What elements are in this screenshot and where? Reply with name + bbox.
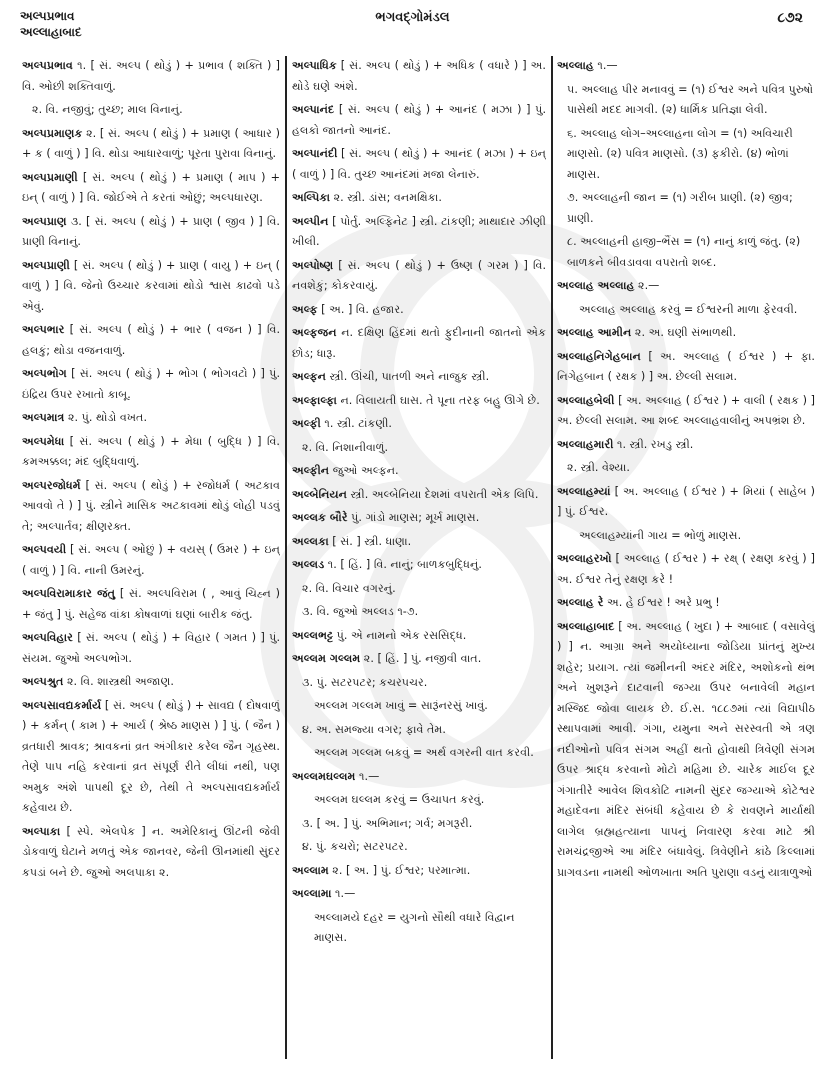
sub-sense: ૪. પું. કચરો; સટરપટર. bbox=[302, 840, 408, 853]
dictionary-entry bbox=[557, 617, 815, 884]
headword: અલ્ફન bbox=[292, 370, 326, 383]
definition: અ. હે ઈશ્વર ! અરે પ્રભુ ! bbox=[603, 596, 720, 609]
dictionary-entry bbox=[22, 212, 280, 253]
dictionary-entry bbox=[292, 461, 546, 482]
headword: અલ્લક બૌરે bbox=[292, 511, 348, 524]
headword: અલ્લાહરખો bbox=[557, 552, 612, 565]
definition: ૩. [ સં. અલ્પ ( થોડું ) + પ્રાણ ( જીવ ) ] વિ. પ્રાણી વિનાનું. bbox=[22, 214, 280, 248]
headword: અલ્લડ bbox=[292, 558, 325, 571]
dictionary-entry bbox=[22, 432, 280, 473]
headword: અલ્પાધિક bbox=[292, 59, 337, 72]
definition: ૧. સ્ત્રી. ટાંકણી. bbox=[320, 417, 392, 430]
dictionary-entry bbox=[22, 584, 280, 625]
definition: [ સં. અલ્પ ( થોડું ) + ભાર ( વજન ) ] વિ. હલકું; થોડા વજનવાળું. bbox=[22, 323, 280, 357]
headword: અલ્પવયી bbox=[22, 543, 67, 556]
headword: અલ્લાહબેલી bbox=[557, 393, 615, 407]
definition: [ પોર્તુ. અલ્ફિનેટ ] સ્ત્રી. ટાંકણી; માથાદાર ઝીણી ખીલી. bbox=[292, 214, 546, 248]
definition: [ અ. અલ્લાહ ( ખુદા ) + આબાદ ( વસાવેલું ) ] ન. આગ્રા અને અયોધ્યાના જોડિયા પ્રાંતનું મુખ્ય શહેર; પ્રયાગ. ત્યાં જમીનની અંદર મંદિર, અશોકનો થંભ અને ખુશરૂને દાટવાની જગ્યા ઉપર બનાવેલી મહાન મસ્જિદ જોવા લાયક છે. ઈ.સ. ૧૮૮૭માં ત્યાં વિદ્યાપીઠ સ્થાપવામાં આવી. ગંગા, યમુના અને સરસ્વતી એ ત્રણ નદીઓનો પવિત્ર સંગમ અહીં થતો હોવાથી ત્રિવેણી સંગમ ઉપર શ્રાદ્ધ કરવાનો મોટો મહિમા છે. ચારેક માઈલ દૂર ગંગાતીરે આવેલ શિવકોટિ નામની સુંદર જગ્યાએ કોટેશ્વર મહાદેવના મંદિર સંબંધી કહેવાય છે કે રાવણને માર્યાથી લાગેલ બ્રહ્મહત્યાના પાપનું નિવારણ કરવા માટે શ્રી રામચંદ્રજીએ આ મંદિર બંધાવેલું. ત્રિવેણીને કાંઠે કિલ્લામાં પ્રાગવડના નામથી ઓળખાતા અતિ પુરાણા વડનું યાત્રાળુઓ bbox=[557, 619, 815, 879]
column-divider bbox=[285, 56, 287, 1059]
headword: અલ્બેનિયન bbox=[292, 487, 347, 501]
headword: અલ્પવિરામાકાર જંતુ bbox=[22, 587, 116, 600]
guide-word-first: અલ્પપ્રભાવ bbox=[20, 9, 75, 23]
definition: [ સં. અલ્પ ( થોડું ) + આનંદ ( મઝા ) ] પું. હલકો જાતનો આનંદ. bbox=[292, 103, 546, 137]
sub-sense: ૩. વિ. જુઓ અલ્લડ ૧-૭. bbox=[302, 605, 419, 618]
headword: અલ્પવિહાર bbox=[22, 631, 73, 644]
definition: ૧.— bbox=[355, 769, 380, 783]
dictionary-entry bbox=[292, 649, 546, 670]
column-2 bbox=[292, 56, 546, 1073]
dictionary-entry bbox=[292, 414, 546, 435]
headword: અલ્લભટ્ટ bbox=[292, 628, 334, 642]
headword: અલ્પપ્રાણ bbox=[22, 214, 67, 228]
page-number: ૮૭૨ bbox=[777, 10, 803, 26]
definition: [ સં. અલ્પ ( થોડું ) + પ્રમાણ ( માપ ) + ઇન્ ( વાળું ) ] વિ. જોઈએ તે કરતાં ઓછું; અલ્પધારણ. bbox=[22, 170, 280, 204]
headword: અલ્પપ્રભાવ bbox=[22, 59, 73, 72]
definition: ન. વિલાયતી ઘાસ. તે પૂના તરફ બહુ ઊગે છે. bbox=[336, 393, 540, 407]
dictionary-entry bbox=[557, 347, 815, 388]
headword: અલ્ફીન bbox=[292, 464, 330, 477]
dictionary-entry bbox=[22, 124, 280, 165]
headword: અલ્લમ ગલ્લમ bbox=[292, 652, 361, 665]
page-title: ભગવદ્ગોમંડલ bbox=[375, 10, 450, 25]
definition: [ સં. અલ્પ ( ઓછું ) + વયસ્ ( ઉમર ) + ઇન્ ( વાળું ) ] વિ. નાની ઉમરનું. bbox=[22, 543, 280, 577]
headword: અલ્ફ bbox=[292, 302, 318, 316]
definition: [ અ. અલ્લાહ ( ઈશ્વર ) + વાલી ( રક્ષક ) ] અ. છેલ્લી સલામ. આ શબ્દ અલ્લાહવાલીનું અપભ્રંશ છે. bbox=[557, 393, 815, 427]
dictionary-entry bbox=[22, 256, 280, 318]
dictionary-entry bbox=[22, 628, 280, 669]
definition: ૧. [ હિં. ] વિ. નાનું; બાળકબુદ્ધિનું. bbox=[324, 558, 482, 571]
idiom-example: અલ્લાહ અલ્લાહ કરવું = ઈશ્વરની માળા ફેરવવી. bbox=[579, 302, 798, 316]
headword: અલ્પિકા bbox=[292, 191, 331, 204]
headword: અલ્પમેધા bbox=[22, 434, 65, 448]
headword: અલ્ફાલ્ફા bbox=[292, 393, 337, 407]
sub-sense: ૩. [ અ. ] પું. અભિમાન; ગર્વ; મગરૂરી. bbox=[302, 816, 473, 830]
definition: [ અલ્લાહ ( ઈશ્વર ) + રક્ષ્ ( રક્ષણ કરવું ) ] અ. ઈશ્વર તેનું રક્ષણ કરે ! bbox=[557, 552, 815, 586]
sub-sense: ૫. અલ્લાહ પીર મનાવવું = (૧) ઈશ્વર અને પવિત્ર પુરુષો પાસેથી મદદ માગવી. (૨) ધાર્મિક પ્રતિજ્ઞા લેવી. bbox=[567, 82, 814, 116]
definition: [ સ્પે. એલપેક ] ન. અમેરિકાનું ઊંટની જેવી ડોકવાળું ઘેટાને મળતું એક જાનવર, જેની ઊનમાંથી સુંદર કપડાં બને છે. જુઓ અલપાકા ૨. bbox=[22, 824, 280, 879]
dictionary-entry bbox=[292, 508, 546, 529]
sub-sense: ૨. વિ. નિશાનીવાળું. bbox=[302, 440, 389, 454]
dictionary-entry bbox=[22, 408, 280, 429]
dictionary-entry bbox=[557, 593, 815, 614]
dictionary-entry bbox=[292, 56, 546, 97]
definition: [ અ. ] વિ. હજાર. bbox=[317, 302, 404, 316]
definition: ૨. [ અ. ] પું. ઈશ્વર; પરમાત્મા. bbox=[328, 863, 471, 877]
dictionary-entry bbox=[557, 435, 815, 456]
sub-sense: ૮. અલ્લાહની હાજી–ભૈંસ = (૧) નાનું કાળું જંતુ. (૨) બાળકને બીવડાવવા વપરાતો શબ્દ. bbox=[567, 235, 801, 269]
dictionary-entry bbox=[292, 626, 546, 647]
definition: [ સં. ] સ્ત્રી. ધાણા. bbox=[328, 534, 412, 548]
definition: [ અ. અલ્લાહ ( ઈશ્વર ) + મિયાં ( સાહેબ ) ] પું. ઈશ્વર. bbox=[557, 484, 815, 518]
headword: અલ્પોષ્ણ bbox=[292, 258, 334, 272]
sub-sense: ૨. વિ. નજીવું; તુચ્છ; માલ વિનાનું. bbox=[32, 103, 183, 116]
headword: અલ્લાહમારી bbox=[557, 437, 614, 451]
idiom-example: અલ્લમ ઘલ્લમ કરવું = ઉચાપત કરવું. bbox=[314, 793, 485, 806]
headword: અલ્લાહ bbox=[557, 59, 594, 72]
dictionary-entry bbox=[22, 822, 280, 884]
definition: [ સં. અલ્પ ( થોડું ) + ભોગ ( ભોગવટો ) ] પું. ઇંદ્રિય ઉપર રખાતો કાબૂ. bbox=[22, 367, 280, 401]
definition: [ સં. અલ્પ ( થોડું ) + વિહાર ( ગમત ) ] પું. સંયમ. જુઓ અલ્પભોગ. bbox=[22, 631, 280, 665]
definition: ન. દક્ષિણ હિંદમાં થતો ફુદીનાની જાતનો એક છોડ; ધારૂ. bbox=[292, 326, 546, 360]
dictionary-entry bbox=[22, 476, 280, 538]
definition: ૨.— bbox=[634, 279, 660, 292]
dictionary-entry bbox=[22, 672, 280, 693]
headword: અલ્લમઘલ્લમ bbox=[292, 769, 356, 783]
sub-sense: ૨. સ્ત્રી. વેશ્યા. bbox=[567, 461, 630, 474]
definition: [ સં. અલ્પ ( થોડું ) + પ્રાણ ( વાયુ ) + ઇન્ ( વાળું ) ] વિ. જેનો ઉચ્ચાર કરવામાં થોડો શ્વાસ કાઢવો પડે એવું. bbox=[22, 258, 280, 313]
headword: અલ્પમાત્ર bbox=[22, 411, 65, 424]
headword: અલ્પપ્રમાણક bbox=[22, 126, 83, 140]
definition: ૨. અ. ઘણી સંભાળથી. bbox=[631, 326, 737, 339]
definition: જુઓ અલ્ફન. bbox=[329, 464, 399, 477]
headword: અલ્પાનંદી bbox=[292, 147, 338, 160]
dictionary-entry bbox=[292, 767, 546, 788]
headword: અલ્લાહાબાદ bbox=[557, 619, 615, 633]
headword: અલ્લાહ આમીન bbox=[557, 326, 632, 339]
headword: અલ્ફજન bbox=[292, 326, 337, 339]
dictionary-entry bbox=[22, 168, 280, 209]
dictionary-entry bbox=[292, 323, 546, 364]
dictionary-entry bbox=[292, 188, 546, 209]
headword: અલ્લાહમ્યાં bbox=[557, 484, 611, 498]
definition: ૨. સ્ત્રી. ડાંસ; વનમક્ષિકા. bbox=[330, 191, 442, 204]
column-3 bbox=[557, 56, 815, 1073]
headword: અલ્પાકા bbox=[22, 824, 61, 838]
dictionary-entry bbox=[557, 391, 815, 432]
dictionary-entry bbox=[557, 482, 815, 523]
sub-sense: ૬. અલ્લાહ લોગ–અલ્લાહના લોગ = (૧) અવિચારી માણસો. (૨) પવિત્ર માણસો. (૩) ફકીરો. (૪) ભોળાં માણસ. bbox=[567, 126, 793, 181]
dictionary-entry bbox=[292, 144, 546, 185]
headword: અલ્પશ્રુત bbox=[22, 675, 64, 688]
idiom-example: અલ્લામયે દહર = યુગનો સૌથી વધારે વિદ્વાન માણસ. bbox=[314, 910, 515, 944]
column-divider bbox=[551, 56, 553, 1059]
definition: પું. એ નામનો એક રસસિદ્ધ. bbox=[333, 628, 467, 642]
sub-sense: ૭. અલ્લાહની જાન = (૧) ગરીબ પ્રાણી. (૨) જીવ; પ્રાણી. bbox=[567, 191, 793, 225]
sub-sense: ૩. પું. સટરપટર; કચરપચર. bbox=[302, 675, 428, 689]
definition: ૨. [ હિં. ] પું. નજીવી વાત. bbox=[360, 652, 482, 665]
definition: ૨. વિ. શાસ્ત્રથી અજાણ. bbox=[63, 675, 174, 688]
dictionary-entry bbox=[292, 300, 546, 321]
definition: ૧.— bbox=[331, 887, 356, 900]
definition: [ સં. અલ્પ ( થોડું ) + ઉષ્ણ ( ગરમ ) ] વિ. નવશેકું; કોકરવાયું. bbox=[292, 258, 546, 292]
dictionary-entry bbox=[292, 555, 546, 576]
definition: સ્ત્રી. અલ્બેનિયા દેશમાં વપરાતી એક લિપિ. bbox=[346, 487, 539, 501]
idiom-example: અલ્લમ ગલ્લમ ખાવું = સારૂંનરસું ખાવું. bbox=[314, 699, 488, 712]
definition: [ સં. અલ્પ ( થોડું ) + રજોધર્મ ( અટકાવ આવવો તે ) ] પું. સ્ત્રીને માસિક અટકાવમાં થોડું લોહી પડવું તે; અલ્પાર્તવ; ક્ષીણરક્ત. bbox=[22, 478, 280, 533]
headword: અલ્પીન bbox=[292, 214, 329, 228]
dictionary-entry bbox=[22, 696, 280, 819]
definition: [ અ. અલ્લાહ ( ઈશ્વર ) + ફા. નિગેહબાન ( રક્ષક ) ] અ. છેલ્લી સલામ. bbox=[557, 349, 815, 383]
dictionary-entry bbox=[292, 367, 546, 388]
dictionary-entry bbox=[292, 100, 546, 141]
guide-word-last: અલ્લાહાબાદ bbox=[20, 25, 82, 39]
definition: સ્ત્રી. ઊંચી, પાતળી અને નાજુક સ્ત્રી. bbox=[325, 370, 490, 383]
definition: ૧. સ્ત્રી. રખડુ સ્ત્રી. bbox=[613, 437, 694, 451]
sub-sense: ૨. વિ. વિચાર વગરનું. bbox=[302, 581, 396, 595]
sub-sense: ૪. અ. સમજ્યા વગર; ફાવે તેમ. bbox=[302, 722, 446, 736]
dictionary-entry bbox=[557, 323, 815, 344]
headword: અલ્લાહનિગેહબાન bbox=[557, 349, 641, 363]
headword: અલ્લામા bbox=[292, 887, 332, 900]
dictionary-entry bbox=[292, 485, 546, 506]
idiom-example: અલ્લમ ગલ્લમ બકવું = અર્થ વગરની વાત કરવી. bbox=[314, 746, 534, 759]
dictionary-entry bbox=[292, 884, 546, 905]
headword: અલ્પભોગ bbox=[22, 367, 67, 380]
headword: અલ્પરજોધર્મ bbox=[22, 478, 81, 492]
headword: અલ્ફી bbox=[292, 417, 321, 430]
definition: ૨. [ સં. અલ્પ ( થોડું ) + પ્રમાણ ( આધાર ) + ક ( વાળું ) ] વિ. થોડા આધારવાળું; પૂરતા પુરાવા વિનાનું. bbox=[22, 126, 280, 160]
idiom-example: અલ્લાહમ્યાંની ગાય = ભોળું માણસ. bbox=[579, 528, 742, 542]
definition: પું. ગાંડો માણસ; મૂર્ખ માણસ. bbox=[347, 511, 480, 524]
headword: અલ્લકા bbox=[292, 534, 329, 548]
dictionary-entry bbox=[292, 212, 546, 253]
column-1 bbox=[22, 56, 280, 1073]
headword: અલ્પભાર bbox=[22, 323, 65, 336]
headword: અલ્લાહ રે bbox=[557, 596, 604, 609]
dictionary-entry bbox=[292, 532, 546, 553]
dictionary-entry bbox=[292, 391, 546, 412]
definition: [ સં. અલ્પ ( થોડું ) + આનંદ ( મઝા ) + ઇન્ ( વાળું ) ] વિ. તુચ્છ આનંદમાં મજા લેનારું. bbox=[292, 147, 546, 181]
headword: અલ્પપ્રાણી bbox=[22, 258, 70, 272]
dictionary-entry bbox=[292, 861, 546, 882]
definition: ૧.— bbox=[593, 59, 618, 72]
definition: [ સં. અલ્પ ( થોડું ) + મેધા ( બુદ્ધિ ) ] વિ. કમઅક્કલ; મંદ બુદ્ધિવાળું. bbox=[22, 434, 280, 468]
dictionary-entry bbox=[557, 276, 815, 297]
dictionary-entry bbox=[292, 256, 546, 297]
dictionary-entry bbox=[557, 549, 815, 590]
headword: અલ્પસાવદ્યકર્માર્ય bbox=[22, 698, 102, 712]
headword: અલ્લામ bbox=[292, 863, 329, 877]
definition: [ સં. અલ્પ ( થોડું ) + અધિક ( વધારે ) ] અ. થોડે ઘણે અંશે. bbox=[292, 59, 546, 93]
dictionary-entry bbox=[557, 56, 815, 77]
definition: [ સં. અલ્પ ( થોડું ) + સાવદ્ય ( દોષવાળું ) + કર્મન્ ( કામ ) + આર્ય ( શ્રેષ્ઠ માણસ ) ] પું. ( જૈન ) વ્રતધારી શ્રાવક; શ્રાવકનાં વ્રત અંગીકાર કરેલ જૈન ગૃહસ્થ. તેણે પાપ નહિ કરવાનાં વ્રત સંપૂર્ણ રીતે લીધાં નથી, પણ અમુક અંશે પાપથી દૂર છે, તેથી તે અલ્પસાવદ્યકર્માર્ય કહેવાય છે. bbox=[22, 698, 280, 814]
definition: ૧. [ સં. અલ્પ ( થોડું ) + પ્રભાવ ( શક્તિ ) ] વિ. ઓછી શક્તિવાળું. bbox=[22, 59, 280, 93]
dictionary-entry bbox=[22, 540, 280, 581]
dictionary-entry bbox=[22, 364, 280, 405]
headword: અલ્લાહ અલ્લાહ bbox=[557, 279, 635, 292]
headword: અલ્પાનંદ bbox=[292, 103, 335, 116]
dictionary-entry bbox=[22, 56, 280, 97]
definition: [ સં. અલ્પવિરામ ( , આવું ચિહ્ન ) + જંતુ ] પું. સહેજ વાંકા કોષવાળાં ઘણાં બારીક જંતુ. bbox=[22, 587, 280, 621]
definition: ૨. પું. થોડો વખત. bbox=[64, 411, 148, 424]
headword: અલ્પપ્રમાણી bbox=[22, 170, 78, 184]
dictionary-entry bbox=[22, 320, 280, 361]
